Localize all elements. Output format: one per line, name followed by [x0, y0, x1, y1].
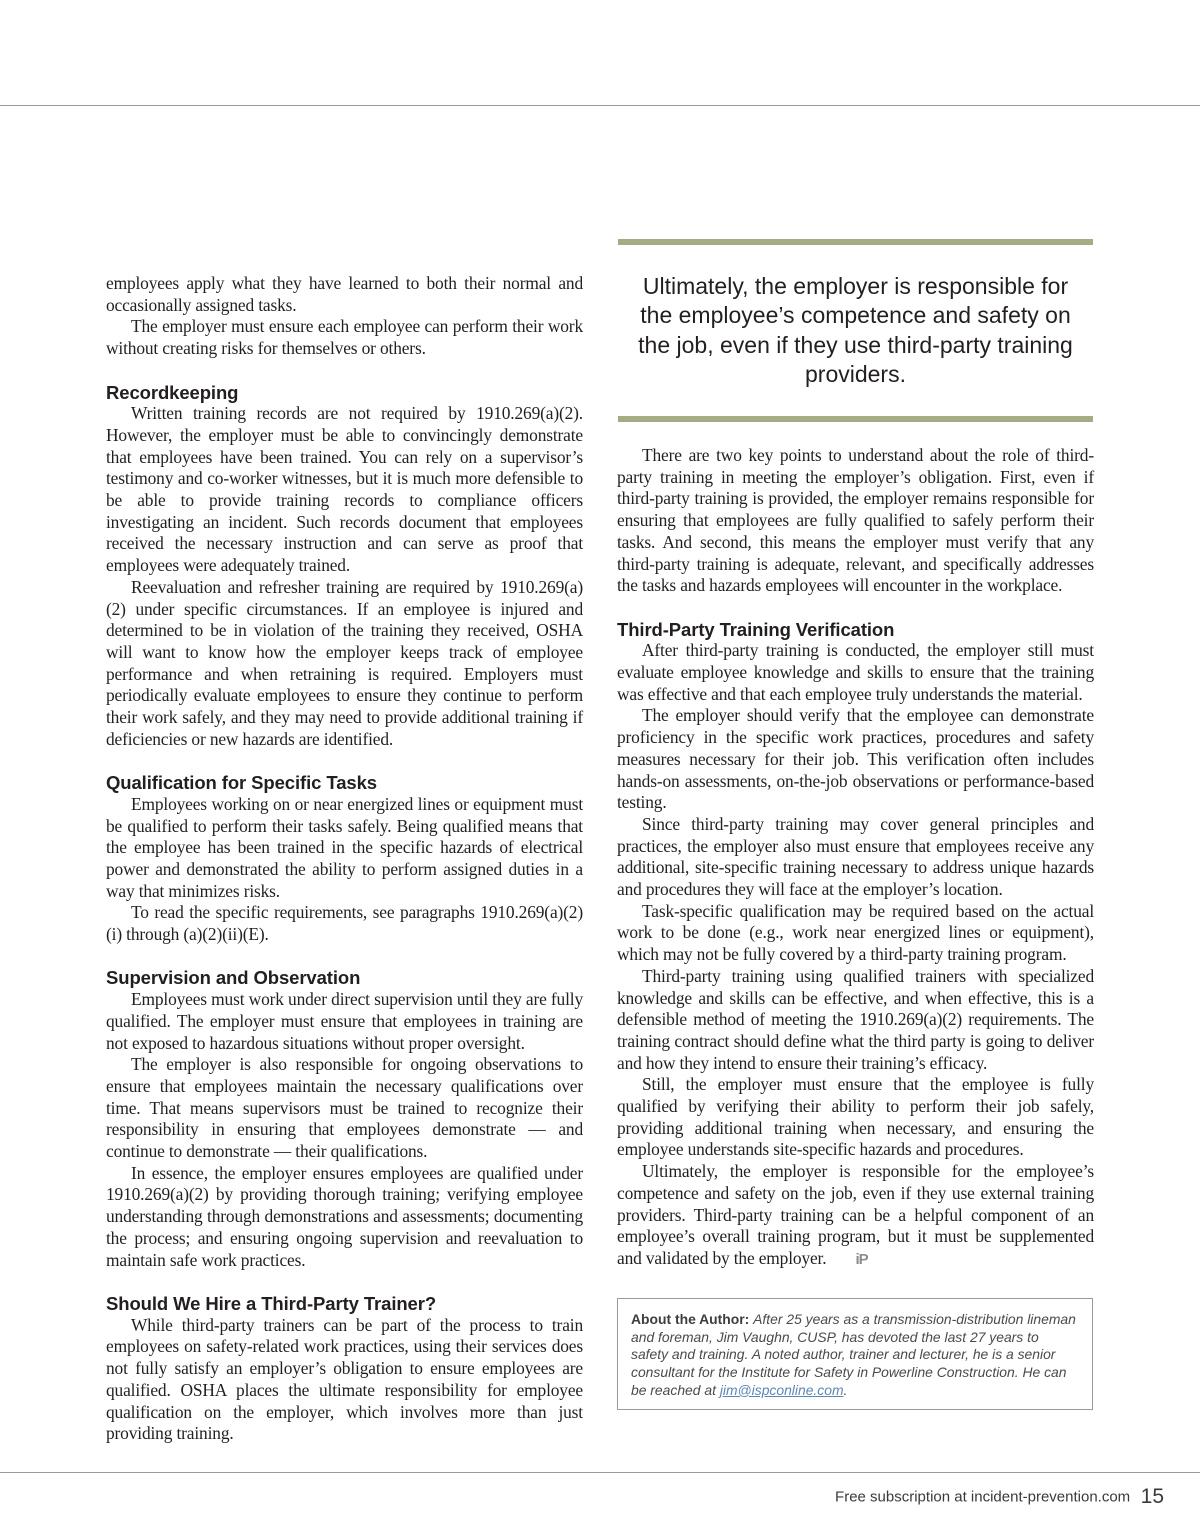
footer — [835, 1485, 1164, 1509]
subscription-text: Free subscription at incident-prevention.com — [835, 1488, 1131, 1506]
paragraph: Still, the employer must ensure that the employee is fully qualified by verifying their ability to perform their job safely, providing additional training when necessary, and ensuring the employee understands site-specific hazards and procedures. — [617, 1074, 1094, 1160]
paragraph: Since third-party training may cover general principles and practices, the employer also must ensure that employees receive any additional, site-specific training necessary to address unique hazards and procedures they will face at the employer’s location. — [617, 813, 1094, 900]
paragraph: The employer should verify that the employee can demonstrate proficiency in the specific work practices, procedures and safety measures necessary for their job. This verification often includes hands-on assessments, on-the-job observations or performance-based testing. — [617, 705, 1094, 813]
paragraph-final — [617, 1161, 1094, 1271]
page-number: 15 — [1140, 1485, 1164, 1508]
heading-qualification: Qualification for Specific Tasks — [106, 772, 377, 794]
right-column — [617, 445, 1094, 1271]
paragraph-final-text: Ultimately, the employer is responsible for the employee’s competence and safety on the job, even if they use external training providers. Third-party training can be a helpful component of an employee’s overall training program, but it must be supplemented and validated by the employer. — [617, 1161, 1094, 1268]
paragraph: Employees working on or near energized lines or equipment must be qualified to perform their tasks safely. Being qualified means that the employee has been trained in the specific hazards of electrical power and demonstrated the ability to perform assigned duties in a way that minimizes risks. — [106, 793, 583, 901]
paragraph: There are two key points to understand about the role of third-party training in meeting the employer’s obligation. First, even if third-party training is provided, the employer remains responsible for ensuring that employees are fully qualified to safely perform their tasks. And second, this means the employer must verify that any third-party training is adequate, relevant, and specifically addresses the tasks and hazards employees will encounter in the workplace. — [617, 445, 1094, 596]
author-email-link[interactable]: jim@ispconline.com — [719, 1381, 844, 1398]
heading-supervision: Supervision and Observation — [106, 967, 361, 989]
paragraph: Written training records are not required by 1910.269(a)(2). However, the employer must be able to convincingly demonstrate that employees have been trained. You can rely on a supervisor’s testimony and co-worker witnesses, but it is much more defensible to be able to provide training records to compliance officers investigating an incident. Such records document that employees received the necessary instruction and can serve as proof that employees were adequately trained. — [106, 403, 583, 576]
footer-rule — [0, 1472, 1200, 1473]
heading-hire-trainer: Should We Hire a Third-Party Trainer? — [106, 1292, 437, 1314]
heading-recordkeeping: Recordkeeping — [106, 381, 239, 403]
author-bio-end: . — [843, 1381, 848, 1398]
paragraph: In essence, the employer ensures employees are qualified under 1910.269(a)(2) by providing thorough training; verifying employee understanding through demonstrations and assessments; documenting the process; and ensuring ongoing supervision and reevaluation to maintain safe work practices. — [106, 1162, 583, 1270]
paragraph: Task-specific qualification may be required based on the actual work to be done (e.g., work near energized lines or equipment), which may not be fully covered by a third-party training program. — [617, 900, 1094, 965]
paragraph: Employees must work under direct supervision until they are fully qualified. The employer must ensure that employees in training are not exposed to hazardous situations without proper oversight. — [106, 989, 583, 1053]
author-bio: After 25 years as a transmission-distribution lineman and foreman, Jim Vaughn, CUSP, has devoted the last 27 years to safety and training. A noted author, trainer and lecturer, he is a senior consultant for the Institute for Safety in Powerline Construction. He can be reached at — [631, 1311, 1076, 1398]
paragraph: The employer must ensure each employee can perform their work without creating risks for themselves or others. — [106, 316, 583, 359]
paragraph: Third-party training using qualified trainers with specialized knowledge and skills can be effective, and when effective, this is a defensible method of meeting the 1910.269(a)(2) requirements. The training contract should define what the third party is going to deliver and how they intend to ensure their training’s efficacy. — [617, 965, 1094, 1073]
about-author-box — [617, 1298, 1093, 1410]
header-rule — [0, 105, 1200, 106]
pull-quote — [618, 239, 1093, 422]
left-column — [106, 273, 583, 1445]
pull-quote-text: Ultimately, the employer is responsible for the employee’s competence and safety on the job, even if they use third-party training providers. — [638, 273, 1073, 387]
ip-end-mark-icon: iP — [855, 1251, 868, 1268]
paragraph: To read the specific requirements, see paragraphs 1910.269(a)(2)(i) through (a)(2)(ii)(E). — [106, 902, 583, 945]
paragraph: Reevaluation and refresher training are required by 1910.269(a)(2) under specific circumstances. If an employee is injured and determined to be in violation of the training they received, OSHA will want to know how the employer keeps track of employee performance and when retraining is required. Employers must periodically evaluate employees to ensure they continue to perform their work safely, and they may need to provide additional training if deficiencies or new hazards are identified. — [106, 576, 583, 749]
paragraph: While third-party trainers can be part of the process to train employees on safety-related work practices, using their services does not fully satisfy an employer’s obligation to ensure employees are qualified. OSHA places the ultimate responsibility for employee qualification on the employer, which involves more than just providing training. — [106, 1314, 583, 1444]
paragraph: employees apply what they have learned to both their normal and occasionally assigned tasks. — [106, 273, 583, 315]
heading-verification: Third-Party Training Verification — [617, 618, 895, 640]
pull-quote-bottom-bar — [618, 416, 1093, 422]
paragraph: The employer is also responsible for ongoing observations to ensure that employees maintain the necessary qualifications over time. That means supervisors must be trained to recognize their responsibility in ensuring that employees demonstrate — and continue to demonstrate — their qualifications. — [106, 1054, 583, 1162]
author-label: About the Author: — [631, 1311, 750, 1327]
paragraph: After third-party training is conducted, the employer still must evaluate employee knowledge and skills to ensure that the training was effective and that each employee truly understands the material. — [617, 640, 1094, 704]
